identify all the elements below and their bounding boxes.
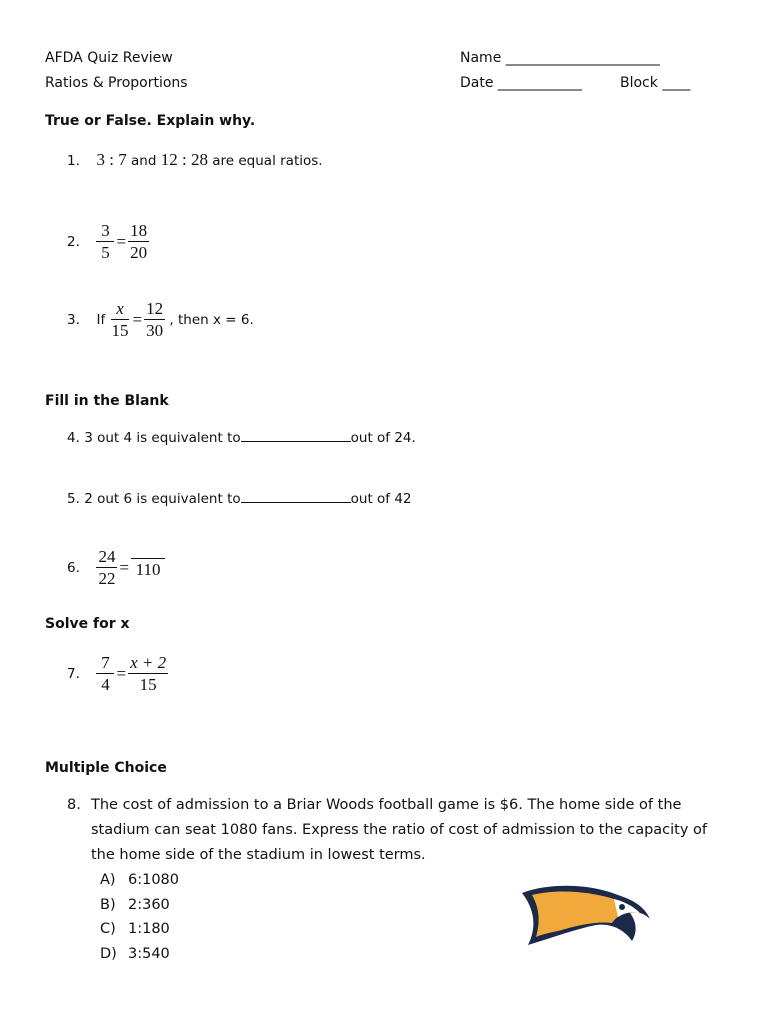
question-5 [67, 491, 412, 507]
question-1 [67, 150, 323, 170]
option-letter: B) [100, 897, 116, 913]
numerator: x [111, 300, 129, 320]
option-c [100, 921, 170, 937]
denominator: 5 [101, 243, 110, 262]
section-heading-fill-blank: Fill in the Blank [45, 393, 169, 409]
question-number: 7. [67, 666, 80, 682]
question-text-post: out of 24. [350, 430, 416, 446]
fraction-right [144, 300, 165, 340]
option-text: 6:1080 [128, 872, 180, 888]
numerator: 12 [146, 299, 164, 318]
equals-sign: = [119, 558, 130, 577]
date-field: Date ____________ [460, 75, 582, 91]
option-d [100, 946, 170, 962]
falcon-head-icon [518, 883, 654, 949]
question-number: 5. [67, 491, 80, 507]
section-heading-solve: Solve for x [45, 616, 130, 632]
question-8-number: 8. [67, 797, 81, 813]
ratio-a: 3 : 7 [96, 150, 127, 169]
quiz-subtitle: Ratios & Proportions [45, 75, 188, 91]
numerator: 7 [96, 654, 114, 674]
fraction-left [96, 222, 114, 262]
denominator: 22 [98, 569, 116, 588]
question-8-line-1: The cost of admission to a Briar Woods football game is $6. The home side of the [91, 797, 682, 813]
question-number: 6. [67, 560, 80, 576]
answer-blank [241, 441, 351, 442]
numerator: 24 [98, 547, 116, 566]
denominator: 20 [130, 243, 148, 262]
fraction-right [128, 222, 149, 262]
block-field: Block ____ [620, 75, 691, 91]
fraction-right [131, 557, 165, 579]
ratio-b: 12 : 28 [160, 150, 208, 169]
quiz-title: AFDA Quiz Review [45, 50, 173, 66]
question-number: 2. [67, 234, 80, 250]
numerator: 18 [130, 221, 148, 240]
question-number: 4. [67, 430, 80, 446]
option-text: 2:360 [128, 897, 170, 913]
question-text-pre: 3 out 4 is equivalent to [84, 430, 241, 446]
numerator: 3 [96, 222, 114, 242]
question-text-post: out of 42 [350, 491, 412, 507]
option-b [100, 897, 170, 913]
fraction-left [110, 300, 131, 340]
fraction-right [128, 654, 168, 694]
denominator: 15 [111, 321, 129, 340]
question-number: 1. [67, 153, 80, 169]
fraction-left [96, 548, 117, 588]
section-heading-multiple-choice: Multiple Choice [45, 760, 167, 776]
option-text: 1:180 [128, 921, 170, 937]
question-6 [67, 548, 165, 588]
question-text-pre: 2 out 6 is equivalent to [84, 491, 241, 507]
denominator: 110 [135, 560, 161, 579]
denominator: 4 [101, 675, 110, 694]
section-heading-true-false: True or False. Explain why. [45, 113, 256, 129]
question-3 [67, 300, 254, 340]
equals-sign: = [132, 310, 143, 329]
numerator: x + 2 [130, 653, 167, 672]
option-letter: C) [100, 921, 116, 937]
question-8-line-2: stadium can seat 1080 fans. Express the ratio of cost of admission to the capacity of [91, 822, 708, 838]
if-text: If [96, 312, 106, 328]
equals-sign: = [116, 664, 127, 683]
option-letter: D) [100, 946, 117, 962]
question-4 [67, 430, 416, 446]
and-text: and [131, 153, 157, 169]
denominator: 15 [139, 675, 157, 694]
fraction-left [96, 654, 114, 694]
equals-sign: = [116, 232, 127, 251]
question-text: are equal ratios. [212, 153, 323, 169]
name-field: Name ______________________ [460, 50, 660, 66]
answer-blank [241, 502, 351, 503]
question-number: 3. [67, 312, 80, 328]
question-2 [67, 222, 149, 262]
question-7 [67, 654, 168, 694]
option-text: 3:540 [128, 946, 170, 962]
question-8-line-3: the home side of the stadium in lowest terms. [91, 847, 426, 863]
denominator: 30 [146, 321, 164, 340]
option-a [100, 872, 179, 888]
option-letter: A) [100, 872, 116, 888]
question-text: , then x = 6. [169, 312, 254, 328]
